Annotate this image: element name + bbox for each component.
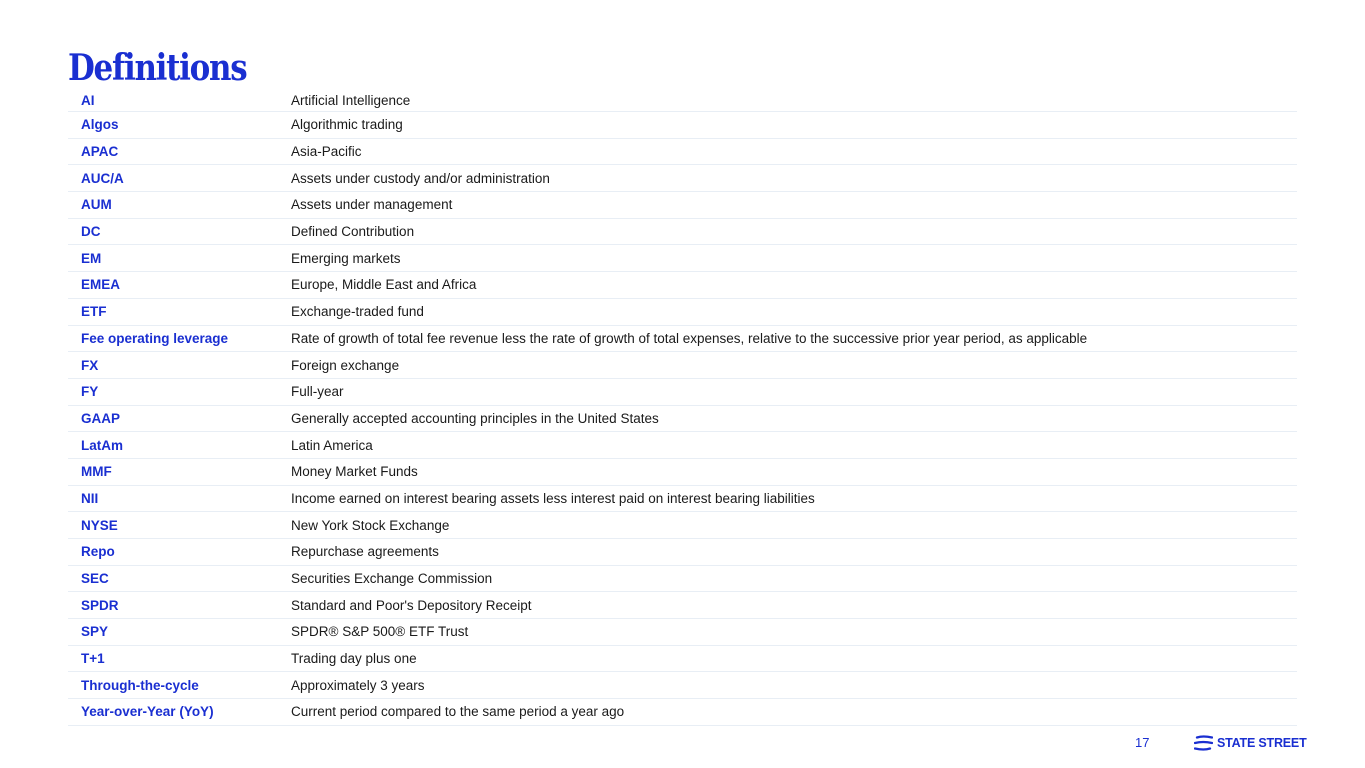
term: SPY	[81, 624, 109, 640]
table-row	[68, 566, 1297, 593]
definition: Asia-Pacific	[291, 144, 362, 160]
term: EM	[81, 250, 102, 266]
table-row	[68, 459, 1297, 486]
definition: Assets under management	[291, 197, 453, 213]
term: DC	[81, 224, 101, 240]
table-row	[68, 672, 1297, 699]
definition: Artificial Intelligence	[291, 92, 411, 108]
definition: Algorithmic trading	[291, 117, 403, 133]
term: Fee operating leverage	[81, 330, 229, 346]
table-row	[68, 326, 1297, 353]
term: Through-the-cycle	[81, 677, 199, 693]
table-row	[68, 272, 1297, 299]
term: NII	[81, 490, 99, 506]
table-row	[68, 379, 1297, 406]
term: FY	[81, 384, 99, 400]
term: EMEA	[81, 277, 121, 293]
definition: Securities Exchange Commission	[291, 571, 493, 587]
definition: Defined Contribution	[291, 224, 415, 240]
term: LatAm	[81, 437, 124, 453]
table-row	[68, 646, 1297, 673]
term: APAC	[81, 144, 119, 160]
definition: Europe, Middle East and Africa	[291, 277, 477, 293]
table-row	[68, 89, 1297, 112]
table-row	[68, 165, 1297, 192]
definition: Money Market Funds	[291, 464, 418, 480]
table-row	[68, 352, 1297, 379]
definition: Rate of growth of total fee revenue less the rate of growth of total expenses, relative to the successive prior year period, as applicable	[291, 330, 1088, 346]
term: SEC	[81, 571, 109, 587]
table-row	[68, 512, 1297, 539]
table-row	[68, 245, 1297, 272]
definition: Current period compared to the same period a year ago	[291, 704, 625, 720]
logo-text: STATE STREET	[1217, 736, 1307, 750]
definition: Emerging markets	[291, 250, 401, 266]
table-row	[68, 192, 1297, 219]
term: SPDR	[81, 597, 119, 613]
page-number: 17	[1135, 735, 1150, 750]
table-row	[68, 432, 1297, 459]
table-row	[68, 219, 1297, 246]
table-row	[68, 112, 1297, 139]
term: AI	[81, 92, 95, 108]
definition: Foreign exchange	[291, 357, 400, 373]
table-row	[68, 406, 1297, 433]
term: Year-over-Year (YoY)	[81, 704, 214, 720]
page-title: Definitions	[68, 47, 247, 89]
term: NYSE	[81, 517, 118, 533]
definition: Generally accepted accounting principles in the United States	[291, 410, 659, 426]
table-row	[68, 592, 1297, 619]
definition: Latin America	[291, 437, 373, 453]
definition: Exchange-traded fund	[291, 304, 424, 320]
term: AUM	[81, 197, 112, 213]
state-street-logo-mark-icon	[1194, 735, 1213, 751]
term: FX	[81, 357, 99, 373]
term: Algos	[81, 117, 119, 133]
state-street-logo	[1194, 735, 1307, 751]
definition: Assets under custody and/or administration	[291, 170, 550, 186]
term: GAAP	[81, 410, 121, 426]
term: T+1	[81, 651, 105, 667]
table-row	[68, 539, 1297, 566]
table-row	[68, 299, 1297, 326]
definition: Standard and Poor's Depository Receipt	[291, 597, 532, 613]
definitions-table	[68, 89, 1297, 726]
term: Repo	[81, 544, 115, 560]
definition: Repurchase agreements	[291, 544, 439, 560]
definition: Full-year	[291, 384, 344, 400]
table-row	[68, 619, 1297, 646]
definition: SPDR® S&P 500® ETF Trust	[291, 624, 469, 640]
term: MMF	[81, 464, 112, 480]
definition: Income earned on interest bearing assets less interest paid on interest bearing liabilities	[291, 490, 815, 506]
table-row	[68, 699, 1297, 726]
definition: Trading day plus one	[291, 651, 417, 667]
definition: New York Stock Exchange	[291, 517, 450, 533]
table-row	[68, 139, 1297, 166]
table-row	[68, 486, 1297, 513]
term: AUC/A	[81, 170, 124, 186]
definition: Approximately 3 years	[291, 677, 425, 693]
term: ETF	[81, 304, 107, 320]
